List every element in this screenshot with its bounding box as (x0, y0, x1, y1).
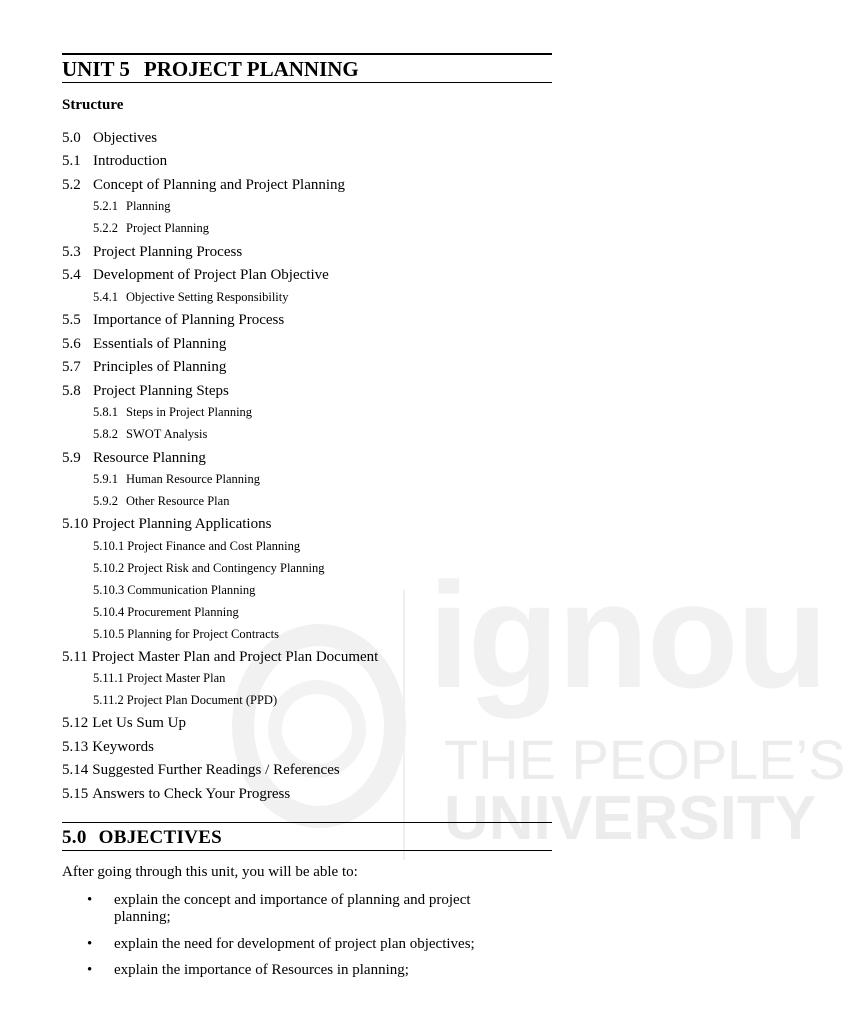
toc-item (62, 245, 242, 260)
toc-subitem (93, 562, 324, 575)
toc-label: Importance of Planning Process (93, 312, 285, 328)
toc-number: 5.4.1 (93, 290, 118, 304)
toc-label: Human Resource Planning (126, 472, 261, 486)
toc-number: 5.8.2 (93, 427, 118, 441)
toc-label: Procurement Planning (127, 605, 239, 619)
unit-number: UNIT 5 (62, 57, 130, 81)
toc-number: 5.2.1 (93, 199, 118, 213)
toc-label: Let Us Sum Up (92, 715, 186, 731)
toc-subitem (93, 672, 225, 685)
toc-item (62, 650, 378, 665)
toc-number: 5.12 (62, 715, 89, 731)
bullet-dot-icon: • (87, 962, 93, 978)
watermark-tagline-2: UNIVERSITY (444, 784, 817, 853)
toc-label: Essentials of Planning (93, 336, 227, 352)
toc-label: Project Planning Process (93, 244, 243, 260)
toc-subitem (93, 200, 170, 213)
toc-label: Other Resource Plan (126, 494, 230, 508)
watermark-word: ignou (428, 551, 827, 719)
toc-subitem (93, 222, 209, 235)
toc-number: 5.7 (62, 359, 81, 375)
toc-number: 5.2 (62, 177, 81, 193)
toc-label: Project Planning Steps (93, 383, 229, 399)
toc-label: Suggested Further Readings / References (92, 762, 340, 778)
toc-item (62, 268, 329, 283)
toc-label: Planning (126, 199, 171, 213)
objective-text: explain the need for development of project plan objectives; (114, 936, 475, 952)
watermark-divider (403, 590, 405, 860)
toc-label: Planning for Project Contracts (127, 627, 279, 641)
toc-label: Project Planning Applications (92, 516, 272, 532)
toc-item (62, 154, 167, 169)
toc-number: 5.1 (62, 153, 81, 169)
toc-label: Principles of Planning (93, 359, 227, 375)
toc-label: Objectives (93, 130, 158, 146)
toc-subitem (93, 694, 277, 707)
toc-item (62, 384, 229, 399)
toc-subitem (93, 406, 252, 419)
objectives-number: 5.0 (62, 827, 87, 848)
toc-item (62, 337, 226, 352)
toc-item (62, 740, 154, 755)
toc-number: 5.10.2 (93, 561, 125, 575)
toc-number: 5.3 (62, 244, 81, 260)
toc-number: 5.10.1 (93, 539, 125, 553)
toc-number: 5.10.4 (93, 605, 125, 619)
toc-number: 5.2.2 (93, 221, 118, 235)
toc-item (62, 131, 157, 146)
toc-label: Answers to Check Your Progress (92, 786, 291, 802)
toc-label: Project Master Plan (126, 671, 226, 685)
objective-bullet (87, 892, 527, 926)
toc-item (62, 360, 226, 375)
objectives-intro: After going through this unit, you will be able to: (62, 864, 358, 880)
objectives-header (62, 822, 552, 851)
watermark-tagline-1: THE PEOPLE’S (444, 728, 845, 791)
objective-text: explain the concept and importance of planning and project planning; (114, 892, 471, 925)
toc-number: 5.10 (62, 516, 89, 532)
toc-label: Introduction (93, 153, 168, 169)
toc-number: 5.9.1 (93, 472, 118, 486)
toc-number: 5.15 (62, 786, 89, 802)
bullet-dot-icon: • (87, 892, 93, 908)
toc-item (62, 716, 186, 731)
toc-subitem (93, 584, 255, 597)
toc-item (62, 313, 284, 328)
toc-item (62, 517, 271, 532)
toc-subitem (93, 540, 300, 553)
toc-number: 5.11.1 (93, 671, 124, 685)
objective-text: explain the importance of Resources in planning; (114, 962, 409, 978)
toc-item (62, 451, 206, 466)
toc-item (62, 178, 345, 193)
toc-subitem (93, 428, 207, 441)
toc-item (62, 763, 340, 778)
toc-number: 5.0 (62, 130, 81, 146)
toc-label: SWOT Analysis (126, 427, 208, 441)
unit-title (62, 59, 359, 80)
objective-bullet (87, 962, 527, 979)
toc-label: Objective Setting Responsibility (126, 290, 289, 304)
unit-name: PROJECT PLANNING (143, 57, 359, 81)
toc-number: 5.14 (62, 762, 89, 778)
toc-label: Steps in Project Planning (126, 405, 253, 419)
toc-number: 5.9.2 (93, 494, 118, 508)
unit-header (62, 53, 552, 83)
toc-subitem (93, 473, 260, 486)
objectives-title (62, 828, 222, 847)
toc-number: 5.8.1 (93, 405, 118, 419)
toc-subitem (93, 291, 289, 304)
structure-heading: Structure (62, 97, 124, 113)
toc-label: Project Master Plan and Project Plan Document (91, 649, 379, 665)
toc-label: Resource Planning (93, 450, 206, 466)
toc-item (62, 787, 290, 802)
toc-number: 5.6 (62, 336, 81, 352)
toc-number: 5.11 (62, 649, 88, 665)
toc-label: Project Finance and Cost Planning (127, 539, 301, 553)
toc-subitem (93, 495, 229, 508)
toc-number: 5.10.5 (93, 627, 125, 641)
toc-number: 5.9 (62, 450, 81, 466)
bullet-dot-icon: • (87, 936, 93, 952)
toc-label: Communication Planning (127, 583, 256, 597)
objectives-label: OBJECTIVES (98, 827, 223, 848)
objective-bullet (87, 936, 527, 953)
toc-label: Development of Project Plan Objective (93, 267, 329, 283)
toc-number: 5.4 (62, 267, 81, 283)
toc-subitem (93, 606, 239, 619)
toc-label: Keywords (92, 739, 154, 755)
toc-number: 5.11.2 (93, 693, 124, 707)
toc-number: 5.13 (62, 739, 89, 755)
toc-number: 5.10.3 (93, 583, 125, 597)
toc-label: Project Plan Document (PPD) (126, 693, 278, 707)
toc-number: 5.8 (62, 383, 81, 399)
toc-label: Project Risk and Contingency Planning (127, 561, 325, 575)
toc-number: 5.5 (62, 312, 81, 328)
toc-label: Project Planning (126, 221, 209, 235)
toc-label: Concept of Planning and Project Planning (93, 177, 346, 193)
toc-subitem (93, 628, 279, 641)
